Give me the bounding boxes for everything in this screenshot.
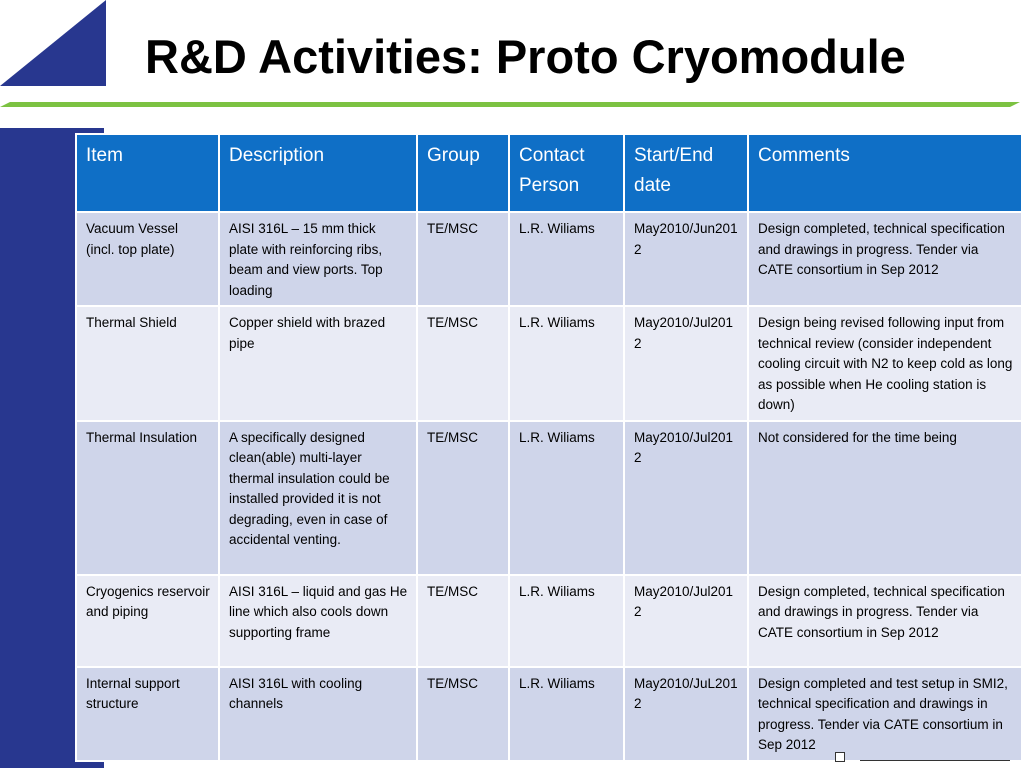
header-comments: Comments <box>748 134 1022 212</box>
cell-contact: L.R. Wiliams <box>509 667 624 761</box>
cell-dates: May2010/Jun2012 <box>624 212 748 306</box>
cell-comments: Design completed and test setup in SMI2, technical specification and drawings in progress. Tender via CATE consortium in Sep 2012 <box>748 667 1022 761</box>
cell-description: AISI 316L – 15 mm thick plate with reinforcing ribs, beam and view ports. Top loading <box>219 212 417 306</box>
table-row <box>76 421 1022 575</box>
cell-description: Copper shield with brazed pipe <box>219 306 417 421</box>
cell-contact: L.R. Wiliams <box>509 421 624 575</box>
table-row <box>76 306 1022 421</box>
cell-group: TE/MSC <box>417 212 509 306</box>
cell-item: Thermal Insulation <box>76 421 219 575</box>
cell-item: Internal support structure <box>76 667 219 761</box>
footer-square-decoration <box>835 752 845 762</box>
cell-dates: May2010/Jul2012 <box>624 306 748 421</box>
cell-dates: May2010/JuL2012 <box>624 667 748 761</box>
table-header-row <box>76 134 1022 212</box>
cell-description: AISI 316L – liquid and gas He line which also cools down supporting frame <box>219 575 417 667</box>
cell-comments: Design being revised following input from technical review (consider independent cooling circuit with N2 to keep cold as long as possible when He cooling station is down) <box>748 306 1022 421</box>
header-group: Group <box>417 134 509 212</box>
cell-group: TE/MSC <box>417 575 509 667</box>
green-divider-line <box>0 99 1024 109</box>
slide-title: R&D Activities: Proto Cryomodule <box>145 30 906 83</box>
cell-item: Vacuum Vessel (incl. top plate) <box>76 212 219 306</box>
cell-contact: L.R. Wiliams <box>509 306 624 421</box>
footer-line-decoration <box>860 760 1010 761</box>
cell-group: TE/MSC <box>417 421 509 575</box>
table-row <box>76 212 1022 306</box>
header-item: Item <box>76 134 219 212</box>
header-contact-person: Contact Person <box>509 134 624 212</box>
cell-comments: Design completed, technical specification and drawings in progress. Tender via CATE consortium in Sep 2012 <box>748 212 1022 306</box>
cell-description: AISI 316L with cooling channels <box>219 667 417 761</box>
cell-group: TE/MSC <box>417 667 509 761</box>
header-description: Description <box>219 134 417 212</box>
cell-contact: L.R. Wiliams <box>509 575 624 667</box>
cell-item: Cryogenics reservoir and piping <box>76 575 219 667</box>
header-start-end-date: Start/End date <box>624 134 748 212</box>
cell-contact: L.R. Wiliams <box>509 212 624 306</box>
cell-item: Thermal Shield <box>76 306 219 421</box>
table-row <box>76 575 1022 667</box>
cell-dates: May2010/Jul2012 <box>624 421 748 575</box>
cell-comments: Not considered for the time being <box>748 421 1022 575</box>
activities-table-container <box>75 133 1021 753</box>
corner-triangle-decoration <box>0 0 106 86</box>
cell-description: A specifically designed clean(able) multi-layer thermal insulation could be installed provided it is not degrading, even in case of accidental venting. <box>219 421 417 575</box>
cell-group: TE/MSC <box>417 306 509 421</box>
table-row <box>76 667 1022 761</box>
activities-table <box>75 133 1023 762</box>
cell-comments: Design completed, technical specification and drawings in progress. Tender via CATE consortium in Sep 2012 <box>748 575 1022 667</box>
cell-dates: May2010/Jul2012 <box>624 575 748 667</box>
